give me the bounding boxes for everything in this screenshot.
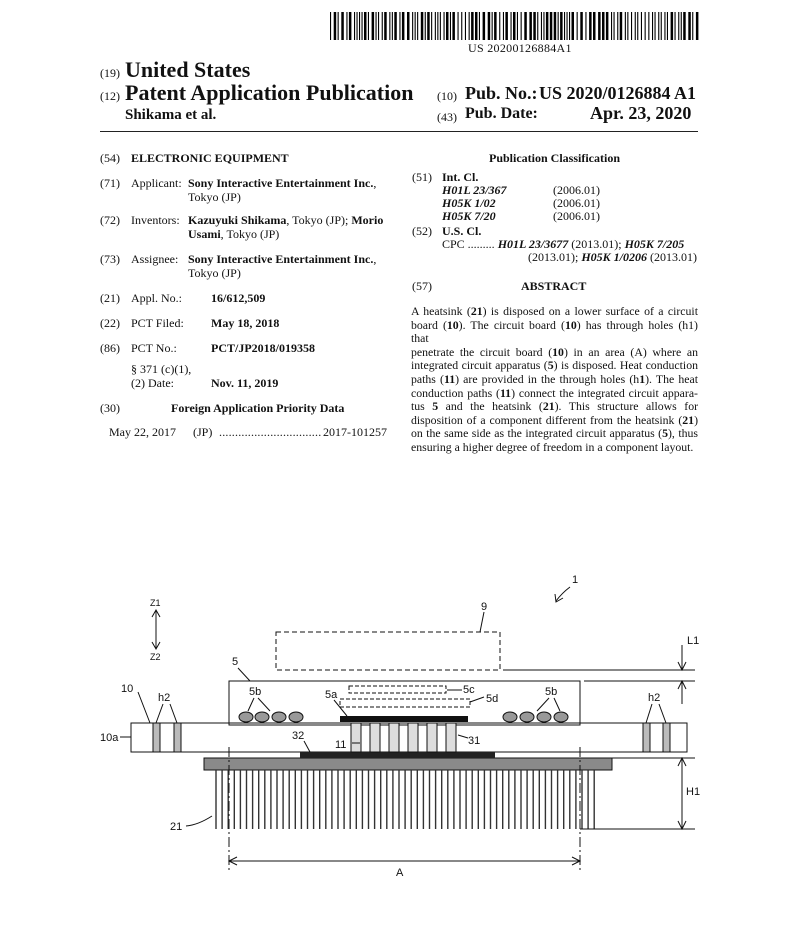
ref-5b-right: 5b [545,686,558,698]
cpc-code-2: H05K 7/205 [624,237,685,251]
ref-l1: L1 [687,635,700,647]
code-19: (19) [100,66,120,80]
intcl-year-3: (2006.01) [553,209,600,223]
intcl-year-2: (2006.01) [553,196,600,210]
abstract-text: ). The heat [645,371,698,386]
heatsink-fins [216,770,594,829]
leader-5b-right-a [537,698,549,711]
assignee-code: (73) [100,252,120,266]
abstract-line [411,414,698,428]
abstract-reference: 10 [564,317,577,332]
inventor-short: Shikama et al. [125,107,217,123]
inventor-1-name: Kazuyuki Shikama [188,213,287,227]
cpc-line-2 [528,250,697,264]
inventors-code: (72) [100,213,120,227]
uscl-code: (52) [412,224,432,238]
leader-31 [458,735,468,738]
ref-10: 10 [121,683,134,695]
leader-5b-right-b [554,698,560,711]
abstract-text: board ( [411,317,447,332]
abstract-heading: ABSTRACT [521,279,587,293]
leader-32 [304,741,310,752]
abstract-text: conduction paths ( [411,385,500,400]
leader-9 [480,612,484,632]
pub-date-label: Pub. Date: [465,105,538,122]
assignee-name: Sony Interactive Entertainment Inc. [188,252,374,266]
applicant-label: Applicant: [131,176,182,190]
pct-no-code: (86) [100,341,120,355]
inventors-label: Inventors: [131,213,180,227]
pub-no: US 2020/0126884 A1 [539,83,697,103]
chip-5d-outline [340,699,470,707]
foreign-heading: Foreign Application Priority Data [171,401,345,415]
abstract-reference: 21 [470,304,483,318]
ref-1: 1 [572,574,579,586]
leader-h2-left-a [156,704,163,723]
abstract-text: penetrate the circuit board ( [411,344,553,359]
country: United States [125,57,251,82]
ref-9: 9 [481,601,488,613]
foreign-code: (30) [100,401,120,415]
cpc-year-1: (2013.01); [571,237,622,251]
barcode [330,12,700,42]
abstract-reference: 10 [446,317,459,332]
abstract-line [411,441,698,455]
ref-31: 31 [468,735,481,747]
abstract-text: ensuring a higher degree of freedom in a component layout. [411,439,694,454]
chip-5c-outline [349,686,446,693]
leader-h2-right-a [646,704,652,723]
applicant-name: Sony Interactive Entertainment Inc. [188,176,374,190]
abstract-line [411,373,698,387]
publication-type: Patent Application Publication [125,80,414,105]
abstract-line [411,319,698,346]
intcl-label: Int. Cl. [442,170,479,184]
abstract-line [411,387,698,401]
patent-figure [0,560,808,926]
priority-no: 2017-101257 [323,425,387,439]
layer-32 [300,752,495,758]
ref-10a: 10a [100,732,119,744]
abstract-line [411,346,698,360]
classification-heading: Publication Classification [489,151,621,165]
cpc-year-2: (2013.01); [528,250,579,264]
abstract-text: integrated circuit apparatus ( [411,358,548,373]
abstract-reference: 1 [639,371,646,386]
abstract-text: ) is disposed. Heat conduction [553,358,698,373]
abstract-reference: 11 [499,385,512,400]
applicant-location: Tokyo (JP) [188,190,241,204]
intcl-year-1: (2006.01) [553,183,600,197]
abstract-text: tus [411,399,433,414]
leader-1 [556,587,570,601]
cpc-code-3: H05K 1/0206 [581,250,647,264]
ref-z2: Z2 [150,652,161,662]
abstract-text: ) in an area (A) where an [563,344,698,359]
pct-filed-label: PCT Filed: [131,316,184,330]
abstract-reference: 5 [662,426,668,441]
s371-line-1: § 371 (c)(1), [131,362,192,376]
abstract-text: ) has through holes (h1) that [411,317,698,346]
applicant-value [188,176,393,204]
inventors-value [188,213,393,241]
intcl-code-2: H05K 1/02 [442,196,496,210]
ref-5b-left: 5b [249,686,262,698]
abstract-body [411,305,698,455]
heat-conduction-paths [351,723,456,752]
abstract-code: (57) [412,279,432,293]
priority-country: (JP) [193,425,213,439]
cpc-year-3: (2013.01) [650,250,697,264]
leader-5b-left-a [248,698,254,711]
inventor-2-first: Morio [351,213,384,227]
intcl-code-3: H05K 7/20 [442,209,496,223]
abstract-reference: 10 [552,344,564,359]
abstract-reference: 5 [547,358,554,373]
assignee-value [188,252,393,280]
pct-no: PCT/JP2018/019358 [211,341,315,355]
barcode-number: US 20200126884A1 [468,41,572,55]
appl-no: 16/612,509 [211,291,266,305]
priority-dots: ................................ [219,425,322,439]
header-rule [100,131,698,132]
pct-filed: May 18, 2018 [211,316,280,330]
ref-5d: 5d [486,693,499,705]
intcl-code-1: H01L 23/367 [442,183,507,197]
abstract-reference: 21 [682,412,695,427]
leader-5 [238,668,250,681]
ref-21: 21 [170,821,183,833]
code-12: (12) [100,89,120,103]
leader-5b-left-b [258,698,270,711]
invention-title: ELECTRONIC EQUIPMENT [131,151,289,165]
s371-line-2: (2) Date: [131,376,174,390]
pct-no-label: PCT No.: [131,341,177,355]
abstract-line [411,359,698,373]
assignee-label: Assignee: [131,252,179,266]
abstract-text: ) are provided in the through holes (h [455,371,640,386]
priority-date: May 22, 2017 [109,425,176,439]
intcl-code: (51) [412,170,432,184]
leader-h2-left-b [170,704,177,723]
code-43: (43) [437,110,457,124]
s371-date: Nov. 11, 2019 [211,376,279,390]
abstract-text: and the heatsink ( [438,399,543,414]
abstract-text: ) is disposed on a lower surface of a circuit [482,304,698,318]
abstract-text: on the same side as the integrated circuit apparatus ( [411,426,663,441]
abstract-text: disposition of a component different from the heatsink ( [411,412,683,427]
abstract-text: ), thus [668,426,698,441]
inventor-2-last: Usami [188,227,221,241]
ref-5a: 5a [325,689,338,701]
leader-21 [186,816,212,826]
appl-label: Appl. No.: [131,291,182,305]
ref-h2-right: h2 [648,692,661,704]
ref-a: A [396,867,404,879]
ref-z1: Z1 [150,598,161,608]
abstract-text: ) connect the integrated circuit appara- [511,385,698,400]
applicant-sep: , [373,176,377,190]
ref-h1: H1 [686,786,701,798]
inventor-2-location: , Tokyo (JP) [220,227,280,241]
abstract-line [411,305,698,319]
cpc-line-1 [442,237,684,251]
abstract-text: ). The circuit board ( [458,317,565,332]
abstract-reference: 5 [432,399,439,414]
leader-10 [138,692,150,723]
assignee-location: Tokyo (JP) [188,266,241,280]
abstract-line [411,400,698,414]
abstract-reference: 11 [443,371,456,386]
title-code: (54) [100,151,120,165]
abstract-text: paths ( [411,371,444,386]
code-10: (10) [437,89,457,103]
abstract-reference: 21 [542,399,555,414]
component-9-outline [276,632,500,670]
applicant-code: (71) [100,176,120,190]
abstract-text: ). This structure allows for [554,399,699,414]
pct-filed-code: (22) [100,316,120,330]
pad-5a [340,716,468,722]
uscl-label: U.S. Cl. [442,224,482,238]
leader-5d [470,697,484,702]
inventor-1-location: , Tokyo (JP); [286,213,349,227]
ref-5c: 5c [463,684,475,696]
ref-h2-left: h2 [158,692,171,704]
leader-h2-right-b [659,704,666,723]
abstract-text: A heatsink ( [411,304,471,318]
cpc-code-1: H01L 23/3677 [497,237,569,251]
ref-32: 32 [292,730,305,742]
ref-5: 5 [232,656,239,668]
pub-no-label: Pub. No.: [465,83,538,103]
assignee-sep: , [373,252,377,266]
heatsink-base [204,758,612,770]
cpc-label: CPC ......... [442,237,495,251]
abstract-text: ) [694,412,698,427]
abstract-line [411,427,698,441]
appl-code: (21) [100,291,120,305]
pub-date: Apr. 23, 2020 [590,103,692,123]
ref-11: 11 [335,739,347,751]
